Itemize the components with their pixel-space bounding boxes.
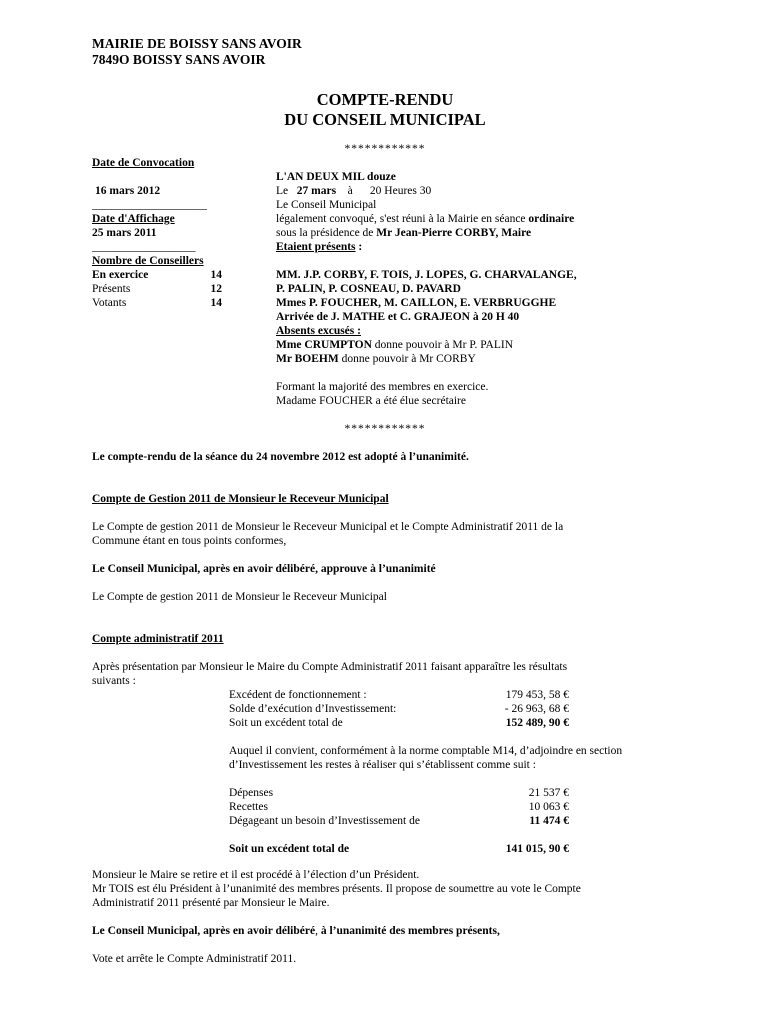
paragraph-line: Monsieur le Maire se retire et il est procédé à l’élection d’un Président. [92, 869, 420, 881]
results-amount: 179 453, 58 € [505, 689, 569, 701]
decision-text: à l’unanimité des membres présents, [320, 925, 500, 937]
conseillers-row-value: 14 [210, 269, 222, 281]
rar-amount: 10 063 € [528, 801, 569, 813]
conseillers-row [92, 282, 222, 296]
final-statement: Vote et arrête le Compte Administratif 2011. [92, 953, 297, 965]
proxy-text: donne pouvoir à Mr P. PALIN [371, 339, 514, 351]
session-separator: ************ [344, 423, 426, 435]
session-presidency [276, 226, 531, 240]
present-heading [276, 240, 362, 254]
paragraph-line: suivants : [92, 675, 136, 687]
decision-statement: Le Conseil Municipal, après en avoir délibéré, approuve à l’unanimité [92, 563, 436, 575]
present-line: Arrivée de J. MATHE et C. GRAJEON à 20 H 40 [276, 311, 520, 323]
total-amount: 141 015, 90 € [505, 843, 569, 855]
present-line: P. PALIN, P. COSNEAU, D. PAVARD [276, 283, 461, 295]
session-day: 27 mars [296, 185, 337, 197]
total-row [229, 842, 569, 856]
results-label: Solde d’exécution d’Investissement: [229, 703, 397, 715]
majority-text: Formant la majorité des membres en exercice. [276, 381, 489, 393]
session-president: Mr Jean-Pierre CORBY, Maire [376, 227, 532, 239]
sidebar-rule-2: __________________ [92, 241, 196, 253]
document-title-line2: DU CONSEIL MUNICIPAL [284, 110, 486, 129]
conseillers-row-label: Votants [92, 297, 127, 309]
rar-label: Dépenses [229, 787, 274, 799]
paragraph-line: Mr TOIS est élu Président à l’unanimité des membres présents. Il propose de soumettre au vote le Compte [92, 883, 581, 895]
session-date-line [276, 184, 431, 198]
present-label: Etaient présents [276, 241, 356, 253]
proxy-name: Mme CRUMPTON [276, 339, 372, 351]
results-label: Soit un excédent total de [229, 717, 343, 729]
section-title-compte-gestion: Compte de Gestion 2011 de Monsieur le Receveur Municipal [92, 493, 389, 505]
session-presidency-text: sous la présidence de [276, 227, 377, 239]
present-colon: : [355, 241, 363, 253]
convocation-label: Date de Convocation [92, 157, 195, 169]
session-a: à [347, 185, 353, 197]
results-row [229, 702, 569, 716]
present-line: MM. J.P. CORBY, F. TOIS, J. LOPES, G. CHARVALANGE, [276, 269, 577, 281]
paragraph-line: Le Compte de gestion 2011 de Monsieur le Receveur Municipal [92, 591, 387, 603]
results-table [229, 688, 569, 730]
adoption-statement: Le compte-rendu de la séance du 24 novembre 2012 est adopté à l’unanimité. [92, 451, 469, 463]
total-table [229, 842, 569, 856]
rar-label: Dégageant un besoin d’Investissement de [229, 815, 420, 827]
session-convoked [276, 212, 574, 226]
affichage-label: Date d'Affichage [92, 213, 175, 225]
results-amount: - 26 963, 68 € [504, 703, 569, 715]
convocation-date: 16 mars 2012 [95, 185, 161, 197]
session-convoked-text: légalement convoqué, s'est réuni à la Mairie en séance [276, 213, 529, 225]
section-title-compte-administratif: Compte administratif 2011 [92, 633, 224, 645]
affichage-date: 25 mars 2011 [92, 227, 157, 239]
present-line: Mmes P. FOUCHER, M. CAILLON, E. VERBRUGGHE [276, 297, 557, 309]
proxy-name: Mr BOEHM [276, 353, 339, 365]
document-title-line1: COMPTE-RENDU [316, 90, 454, 109]
rar-row [229, 786, 569, 800]
results-row [229, 716, 569, 730]
rar-amount: 11 474 € [529, 815, 569, 827]
paragraph-line: Le Compte de gestion 2011 de Monsieur le Receveur Municipal et le Compte Administratif 2011 de la [92, 521, 564, 533]
paragraph-line: Auquel il convient, conformément à la norme comptable M14, d’adjoindre en section [229, 745, 623, 757]
decision-text: Le Conseil Municipal, après en avoir délibéré [92, 925, 316, 937]
total-label: Soit un excédent total de [229, 843, 350, 855]
mairie-name: MAIRIE DE BOISSY SANS AVOIR [92, 36, 302, 51]
proxy-line [276, 352, 476, 366]
sidebar-rule-1: ____________________ [92, 199, 207, 211]
conseillers-table [92, 268, 222, 310]
conseillers-row-label: Présents [92, 283, 131, 295]
rar-row [229, 814, 569, 828]
rar-row [229, 800, 569, 814]
rar-amount: 21 537 € [528, 787, 569, 799]
proxy-text: donne pouvoir à Mr CORBY [338, 353, 476, 365]
conseillers-row-label: En exercice [92, 269, 149, 281]
results-amount: 152 489, 90 € [505, 717, 569, 729]
paragraph-line: d’Investissement les restes à réaliser qui s’établissent comme suit : [229, 759, 536, 771]
rar-table [229, 786, 569, 828]
rar-label: Recettes [229, 801, 268, 813]
session-le: Le [276, 185, 289, 197]
session-hour: 20 Heures 30 [369, 185, 432, 197]
session-council: Le Conseil Municipal [276, 199, 377, 211]
decision-comma: , [315, 925, 321, 937]
conseillers-row-value: 14 [210, 297, 222, 309]
proxy-line [276, 338, 513, 352]
conseillers-row [92, 296, 222, 310]
paragraph-line: Après présentation par Monsieur le Maire du Compte Administratif 2011 faisant apparaître les résultats [92, 661, 568, 673]
paragraph-line: Administratif 2011 présenté par Monsieur le Maire. [92, 897, 330, 909]
title-separator: ************ [344, 143, 426, 155]
session-type: ordinaire [528, 213, 575, 225]
paragraph-line: Commune étant en tous points conformes, [92, 535, 287, 547]
conseillers-row-value: 12 [210, 283, 222, 295]
mairie-address: 7849O BOISSY SANS AVOIR [92, 52, 266, 67]
session-year: L'AN DEUX MIL douze [276, 171, 396, 183]
conseillers-label: Nombre de Conseillers [92, 255, 204, 267]
secretary-text: Madame FOUCHER a été élue secrétaire [276, 395, 466, 407]
decision-statement-2 [92, 924, 500, 938]
results-label: Excédent de fonctionnement : [229, 689, 367, 701]
conseillers-row [92, 268, 222, 282]
absent-label: Absents excusés : [276, 325, 361, 337]
results-row [229, 688, 569, 702]
